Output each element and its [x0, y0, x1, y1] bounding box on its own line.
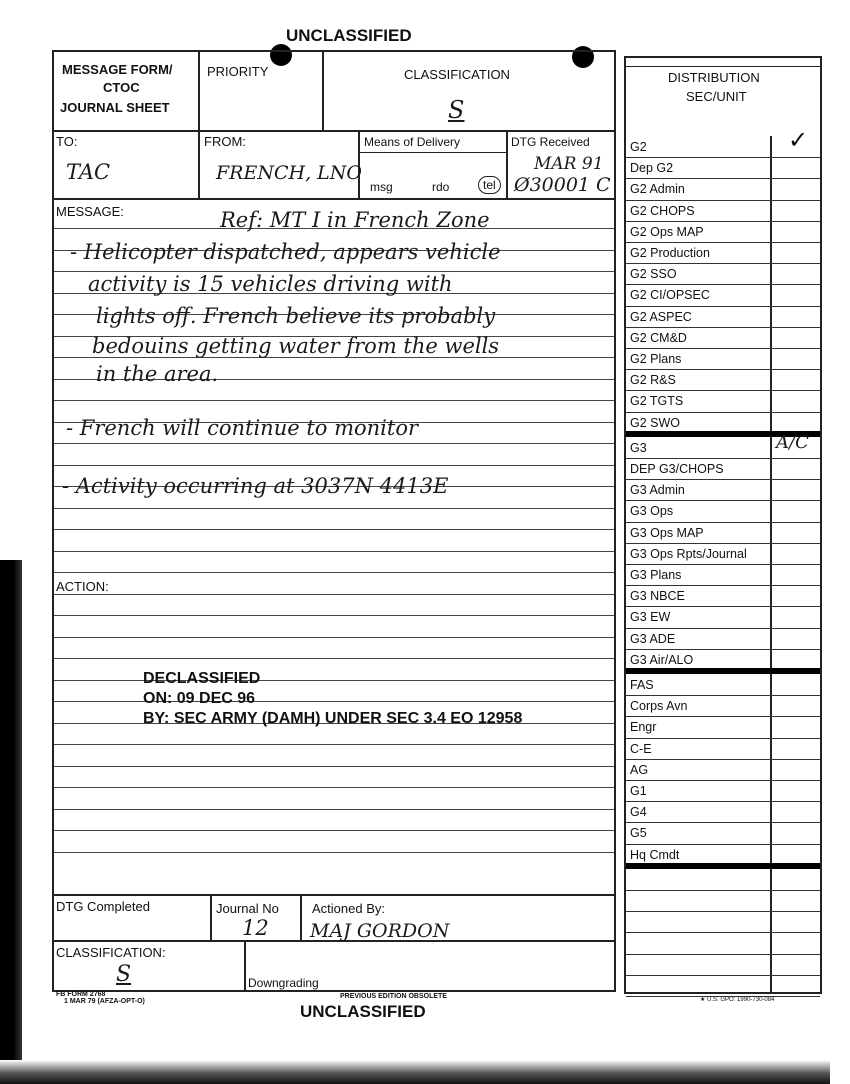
ruled-line [54, 787, 614, 788]
from-value: FRENCH, LNO [216, 162, 362, 184]
to-label: TO: [56, 134, 78, 149]
means-of-delivery-label: Means of Delivery [364, 135, 461, 149]
form-title-line-2: CTOC [103, 80, 140, 95]
dtg-received-label: DTG Received [511, 135, 590, 149]
form-title-line-3: JOURNAL SHEET [60, 100, 170, 115]
from-label: FROM: [204, 134, 246, 149]
message-line-2: - Helicopter dispatched, appears vehicle [70, 240, 501, 264]
distribution-header-1: DISTRIBUTION [668, 70, 760, 85]
distribution-row-other-5: G1 [630, 784, 647, 798]
previous-edition: PREVIOUS EDITION OBSOLETE [340, 993, 447, 1000]
distribution-row-g3-6: G3 Plans [630, 568, 682, 582]
ruled-line [54, 658, 614, 659]
distribution-row-g3-4: G3 Ops MAP [630, 525, 704, 540]
message-line-3: activity is 15 vehicles driving with [88, 272, 453, 296]
means-tel: tel [478, 176, 501, 194]
ruled-line [54, 572, 614, 573]
distribution-group-separator [626, 863, 820, 869]
message-line-1: Ref: MT I in French Zone [220, 208, 490, 232]
distribution-blank-line [626, 911, 820, 912]
ruled-line [54, 766, 614, 767]
scan-shadow-bottom [0, 1060, 830, 1084]
ruled-line [54, 551, 614, 552]
ruled-line [54, 809, 614, 810]
distribution-row-g2-3: G2 CHOPS [630, 203, 695, 218]
punch-hole-left [270, 44, 292, 66]
distribution-row-g3-8: G3 EW [630, 610, 671, 625]
distribution-row-other-8: Hq Cmdt [630, 847, 680, 862]
distribution-row-other-6: G4 [630, 805, 647, 820]
means-rdo: rdo [432, 180, 450, 194]
distribution-blank-line [626, 890, 820, 891]
distribution-blank-line [626, 932, 820, 933]
message-line-8: - Activity occurring at 3037N 4413E [62, 474, 449, 498]
distribution-row-g3-0: G3 [630, 440, 647, 455]
distribution-row-g2-2: G2 Admin [630, 182, 685, 197]
to-value: TAC [66, 160, 111, 184]
means-msg: msg [370, 180, 393, 194]
distribution-row-g2-9: G2 CM&D [630, 330, 687, 345]
distribution-blank-line [626, 996, 820, 997]
distribution-row-g2-5: G2 Production [630, 246, 710, 260]
downgrading-label: Downgrading [248, 976, 319, 990]
scan-shadow [0, 560, 22, 1084]
form-date: 1 MAR 79 (AFZA-OPT-O) [64, 998, 145, 1005]
ruled-line [54, 508, 614, 509]
declassified-authority: BY: SEC ARMY (DAMH) UNDER SEC 3.4 EO 12958 [143, 710, 523, 727]
ruled-line [54, 443, 614, 444]
message-line-7: - French will continue to monitor [66, 416, 419, 440]
classification-footer-mark: S [116, 962, 132, 987]
ruled-line [54, 615, 614, 616]
message-label: MESSAGE: [56, 204, 124, 219]
bottom-classification: UNCLASSIFIED [300, 1002, 426, 1021]
dtg-received-line-1: MAR 91 [534, 154, 604, 174]
distribution-row-other-0: FAS [630, 678, 654, 692]
distribution-blank-line [626, 954, 820, 955]
ruled-line [54, 400, 614, 401]
distribution-row-g2-1: Dep G2 [630, 161, 674, 176]
ruled-line [54, 637, 614, 638]
distribution-row-g3-2: G3 Admin [630, 483, 685, 498]
gpo-note: ★ U.S. GPO: 1990-730-084 [700, 997, 775, 1003]
distribution-row-g2-0: G2 [630, 140, 647, 154]
ruled-line [54, 830, 614, 831]
distribution-row-g2-10: G2 Plans [630, 352, 682, 366]
distribution-row-g2-4: G2 Ops MAP [630, 224, 704, 239]
ruled-line [54, 744, 614, 745]
distribution-row-g2-6: G2 SSO [630, 267, 677, 282]
distribution-row-g2-12: G2 TGTS [630, 394, 684, 409]
action-label: ACTION: [56, 579, 109, 594]
distribution-row-g2-8: G2 ASPEC [630, 309, 692, 324]
distribution-row-g3-1: DEP G3/CHOPS [630, 462, 724, 476]
message-line-6: in the area. [96, 362, 219, 386]
ruled-line [54, 852, 614, 853]
actioned-by-label: Actioned By: [312, 901, 385, 916]
distribution-row-g3-7: G3 NBCE [630, 589, 685, 604]
dtg-received-line-2: Ø30001 C [514, 174, 611, 196]
ruled-line [54, 465, 614, 466]
distribution-row-other-3: C-E [630, 741, 652, 756]
ruled-line [54, 680, 614, 681]
priority-label: PRIORITY [207, 64, 269, 79]
distribution-row-other-2: Engr [630, 720, 657, 735]
distribution-row-other-4: AG [630, 762, 649, 777]
g3-mark: A/C [776, 432, 809, 453]
distribution-group-separator [626, 668, 820, 674]
ruled-line [54, 529, 614, 530]
distribution-row-g3-9: G3 ADE [630, 631, 676, 646]
distribution-header-2: SEC/UNIT [686, 89, 747, 104]
ruled-line [54, 594, 614, 595]
form-number: FB FORM 2768 [56, 991, 106, 998]
actioned-by-value: MAJ GORDON [310, 920, 450, 942]
journal-no-value: 12 [242, 916, 269, 940]
message-line-5: bedouins getting water from the wells [92, 334, 500, 358]
classification-label: CLASSIFICATION [404, 67, 510, 82]
distribution-row-other-1: Corps Avn [630, 699, 688, 714]
distribution-row-g3-10: G3 Air/ALO [630, 652, 694, 667]
distribution-row-other-7: G5 [630, 826, 647, 841]
top-classification: UNCLASSIFIED [286, 26, 412, 45]
distribution-row-g2-13: G2 SWO [630, 415, 681, 430]
ruled-line [54, 701, 614, 702]
journal-no-label: Journal No [216, 901, 279, 916]
distribution-row-g2-7: G2 CI/OPSEC [630, 288, 710, 303]
message-line-4: lights off. French believe its probably [96, 304, 496, 328]
distribution-blank-line [626, 975, 820, 976]
dtg-completed-label: DTG Completed [56, 899, 150, 914]
g2-check-mark: ✓ [788, 126, 809, 154]
declassified-title: DECLASSIFIED [143, 670, 261, 687]
declassified-date: ON: 09 DEC 96 [143, 690, 256, 707]
classification-mark: S [448, 96, 465, 124]
classification-footer-label: CLASSIFICATION: [56, 945, 166, 960]
form-title-line-1: MESSAGE FORM/ [62, 62, 173, 77]
distribution-row-g2-11: G2 R&S [630, 373, 676, 388]
distribution-row-g3-5: G3 Ops Rpts/Journal [630, 546, 747, 561]
distribution-row-g3-3: G3 Ops [630, 504, 674, 519]
